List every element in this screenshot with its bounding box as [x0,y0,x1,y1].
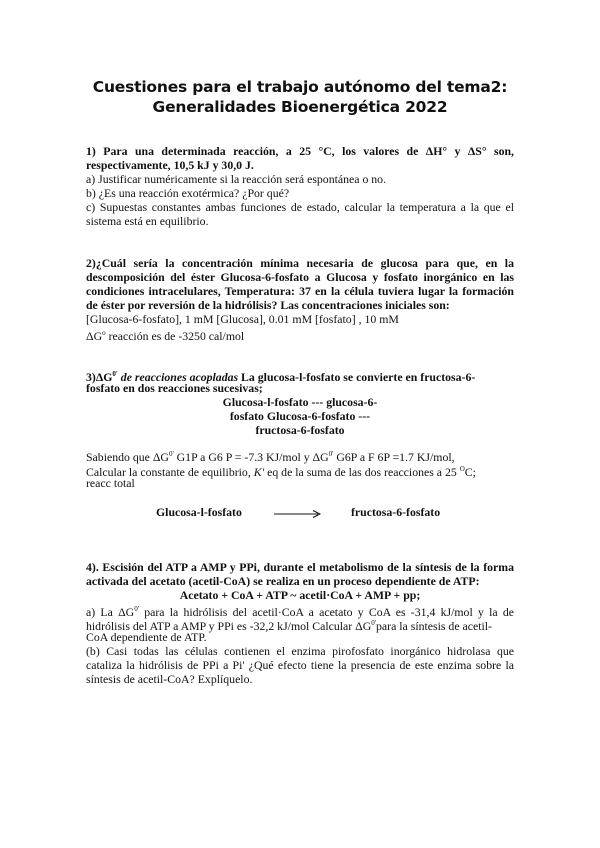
q3-italic: de reacciones acopladas [117,370,239,384]
q1-item-b: b) ¿Es una reacción exotérmica? ¿Por qué? [86,186,290,200]
title-line-1: Cuestiones para el trabajo autónomo del tema2: [92,78,508,96]
q2-line-4: de éster por reversión de la hidrólisis? Las concentraciones iniciales son: [86,298,450,312]
q3-calc-end: C; [464,465,476,479]
q3-sab-end: G6P a F 6P =1.7 KJ/mol, [333,450,455,464]
q3-sup: 0' [112,370,118,378]
q3-calc-prefix: Calcular la constante de equilibrio, [86,465,254,479]
q4-a-line2-sup: 0' [371,619,377,627]
q1-item-c-line-2: sistema está en equilibrio. [86,214,209,228]
q4-item-b-line-3: síntesis de acetil-CoA? Explíquelo. [86,672,253,686]
q2-line-3: condiciones intracelulares, Temperatura: 37 en la célula tuviera lugar la formación [86,284,514,298]
q3-sab-sup-1: 0' [168,450,174,458]
q3-calc-mid: eq de la suma de las dos reacciones a 25 [264,465,460,479]
q3-line-2: fosfato en dos reacciones sucesivas; [86,381,263,395]
q4-item-b-line-2: cataliza la hidrólisis de PPi a Pi' ¿Qué efecto tiene la presencia de este enzima sobre la [86,658,514,672]
q2-line-1: 2)¿Cuál sería la concentración mínima necesaria de glucosa para que, en la [86,256,514,270]
q1-heading-line-2: respectivamente, 10,5 kJ y 30,0 J. [86,158,254,172]
q2-delta-prefix: ΔG [86,329,103,343]
q1-item-a: a) Justificar numéricamente si la reacción será espontánea o no. [86,172,387,186]
q4-a-rest: para la hidrólisis del acetil·CoA a acetato y CoA es -31,4 kJ/mol y la de [138,605,514,619]
q3-reaction-left: Glucosa-l-fosfato [156,505,242,519]
q3-sab-mid: G1P a G6 P = -7.3 KJ/mol y ΔG [173,450,329,464]
q3-center-1: Glucosa-l-fosfato --- glucosa-6- [222,395,378,409]
q3-sab-prefix: Sabiendo que ΔG [86,450,169,464]
q4-a-prefix: a) La ΔG [86,605,135,619]
q4-a-sup: 0' [134,605,139,613]
q3-prefix: 3)ΔG [86,370,113,384]
title-line-2: Generalidades Bioenergética 2022 [152,98,448,116]
q2-delta-sup: o [102,329,106,337]
q4-heading-line-1: 4). Escisión del ATP a AMP y PPi, durante el metabolismo de la síntesis de la forma [86,560,514,574]
q3-calc-italic: K' [253,465,265,479]
q4-a-line2-prefix: hidrólisis del ATP a AMP y PPi es -32,2 kJ/mol Calcular ΔG [86,619,372,633]
q4-item-a-line-3: CoA dependiente de ATP. [86,630,207,644]
q4-item-b-line-1: (b) Casi todas las células contienen el enzima pirofosfato inorgánico hidrolasa que [86,644,514,658]
q4-equation: Acetato + CoA + ATP ~ acetil·CoA + AMP + pp; [179,588,421,602]
q1-heading-line-1: 1) Para una determinada reacción, a 25 °C, los valores de ΔH° y ΔS° son, [86,144,514,158]
q3-reacc-total: reacc total [86,476,135,490]
q2-delta-rest: reacción es de -3250 cal/mol [108,329,245,343]
q3-center-3: fructosa-6-fosfato [255,423,345,437]
q2-line-2: descomposición del éster Glucosa-6-fosfato a Glucosa y fosfato inorgánico en las [86,270,514,284]
q2-delta-g [86,326,514,343]
q3-center-2: fosfato Glucosa-6-fosfato --- [229,409,371,423]
q3-rest: La glucosa-l-fosfato se convierte en fructosa-6- [238,370,476,384]
q2-concentrations: [Glucosa-6-fosfato], 1 mM [Glucosa], 0.01 mM [fosfato] , 10 mM [86,312,399,326]
reaction-arrow-icon [274,509,322,519]
q4-heading-line-2: activada del acetato (acetil-CoA) se realiza en un proceso dependiente de ATP: [86,574,480,588]
q3-reaction-right: fructosa-6-fosfato [351,505,441,519]
q3-sab-sup-2: 0' [328,450,334,458]
q4-a-line2-rest: para la síntesis de acetil- [376,619,492,633]
q3-calc-sup: O [459,465,465,473]
q1-item-c-line-1: c) Supuestas constantes ambas funciones de estado, calcular la temperatura a la que el [86,200,514,214]
